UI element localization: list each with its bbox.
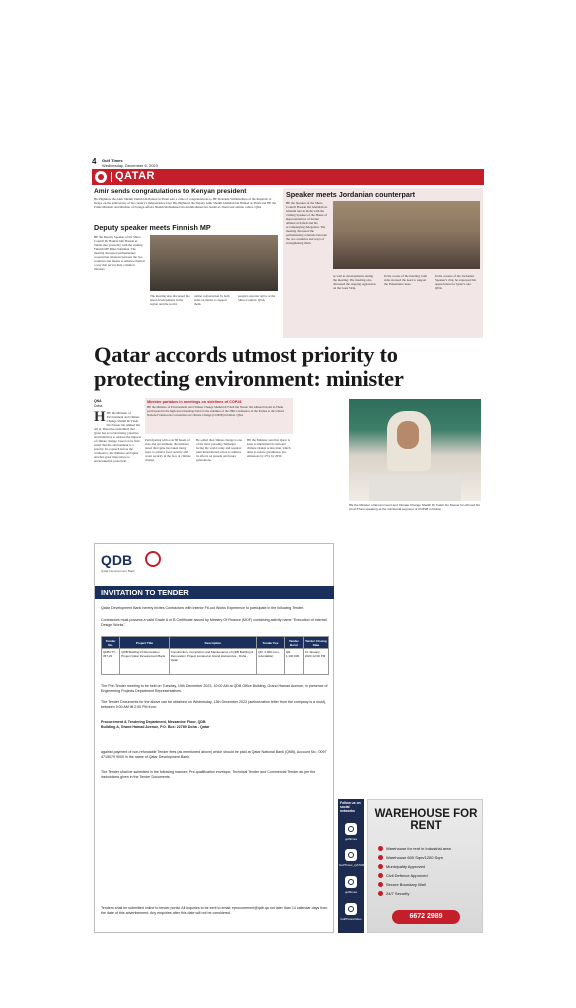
dateline: Doha	[94, 404, 103, 408]
jordan-meeting-photo	[333, 201, 480, 269]
finnish-story	[94, 223, 279, 306]
amir-headline: Amir sends congratulations to Kenyan president	[94, 188, 247, 195]
table-header: Tender No.	[102, 637, 120, 649]
youtube-icon[interactable]	[345, 903, 357, 915]
minister-photo	[349, 399, 481, 501]
table-row	[102, 649, 329, 675]
jordan-col-3: In the course of the meeting, both sides stressed the need to support the Palestinian cause.	[384, 274, 427, 286]
bullet-icon	[378, 882, 383, 887]
jordan-headline: Speaker meets Jordanian counterpart	[286, 190, 416, 199]
table-cell: QR. 1,100,000	[284, 649, 303, 675]
instagram-handle[interactable]: gulftimes	[344, 890, 357, 894]
jordan-col-1: HE the Speaker of the Shura Council Hassan bin Abdullah al-Ghanim met in Doha with the visiting Speaker of the House of Representatives of Jordan Ahmed al-Safadi and his accompanying delegation. The meeting discussed the parliamentary relations between the two countries and ways of strengthening them.	[286, 201, 328, 245]
table-header: Tender Bond	[284, 637, 303, 649]
qdb-logo-sub: Qatar Development Bank	[101, 569, 135, 573]
paper-name: Gulf Times	[102, 158, 123, 163]
tender-submission: The Tender shall be submitted in the following manner: Pre-qualification envelope, Technical Tender and Commercial Tender as per the instructions given in the Tender Documents.	[101, 770, 316, 779]
bullet-icon	[378, 846, 383, 851]
section-bar	[92, 169, 484, 185]
page-number: 4	[92, 157, 97, 166]
table-cell: QDB-ITT-057-23	[102, 649, 120, 675]
amir-story	[94, 188, 279, 209]
warehouse-title: WAREHOUSE FOR RENT	[374, 808, 478, 832]
sidebox-body: HE the Minister of Environment and Climate Change Sheikh Dr Faleh bin Nasser bin Ahmed bin Ali al-Thani participated in the high-level meetings held on the sidelines of the 28th Conference of the Parties to the United Nations Framework Convention on Climate Change (COP28) in Dubai. QNA	[147, 405, 284, 417]
qdb-logo-mark-icon	[145, 551, 161, 567]
section-divider	[111, 172, 112, 182]
instagram-icon[interactable]	[345, 876, 357, 888]
bullet-icon	[378, 891, 383, 896]
main-col-1: HHE the Minister of Environment and Climate Change Sheikh Dr Faleh bin Nasser bin Ahmed bin Ali al-Thani has underlined that Qatar has accorded many priorities and initiatives to address the impacts of climate change, based on its firm belief that the environment is a priority. In a speech before the conference, the minister said Qatar attaches great importance to environmental protection.	[94, 409, 142, 463]
tender-closing: Tenders shall be submitted online to tender portal. All inquiries to be sent to email: eprocurement@qdb.qa not later than 14 calendar days from the date of this advertisement. Any enquiries after this date will not be considered.	[101, 906, 328, 915]
x-icon[interactable]	[345, 849, 357, 861]
table-header: Tender Fee	[257, 637, 285, 649]
table-cell: QR. 4,000 (non-refundable)	[257, 649, 285, 675]
table-cell: QDB Building Fit Renovation Project Qatar Development Bank	[120, 649, 169, 675]
main-col-4: HE the Minister said that Qatar is keen to implement its national climate change action plan, which aims to reduce greenhouse gas emissions by 25% by 2030.	[247, 438, 291, 458]
finnish-col-2: online conversation by both sides on means to support them.	[194, 294, 230, 306]
jordan-col-4: In the context of the Jordanian Speaker's visit, he expressed his appreciation for Qatar's role. QNA	[435, 274, 476, 290]
table-cell: 10 January 2024 12:00 PM	[303, 649, 328, 675]
tender-payment: against payment of non-refundable Tender fees (as mentioned above) which should be paid at Qatar National Bank (QNB), Account No.: 0097 4715079 9000 in the name of Qatar Development Bank.	[101, 750, 327, 759]
warehouse-ad	[367, 799, 483, 933]
table-header: Description	[169, 637, 256, 649]
table-header: Project Title	[120, 637, 169, 649]
tender-address: Procurement & Tendering Department, Mezzanine Floor, QDB Building A, Grand Hamad Avenue, P.O. Box: 22789 Doha - Qatar	[101, 720, 210, 729]
table-header: Tender Closing Date	[305, 638, 327, 647]
masthead	[92, 155, 484, 169]
finnish-col-1: The meeting also discussed the latest developments in the region and the world.	[150, 294, 190, 306]
bullet-icon	[378, 873, 383, 878]
list-item: Warehouse 600 Sqm/1200 Sqm	[378, 853, 451, 862]
newspaper-page	[92, 155, 484, 935]
main-col-2: Participating with over 80 heads of state and government, the minister noted that Qatar has taken many steps to achieve food security and water security in the face of climate change.	[145, 438, 191, 462]
main-headline: Qatar accords utmost priority to protecting environment: minister	[94, 342, 404, 391]
finnish-headline: Deputy speaker meets Finnish MP	[94, 223, 211, 232]
qdb-tender-ad	[94, 543, 334, 933]
issue-date: Wednesday, December 6, 2023	[102, 163, 158, 168]
gulf-times-logo-icon	[95, 171, 107, 183]
tender-intro: Qatar Development Bank hereby invites Contractors with Interior Fit-out Works Experience to participate in the following Tender.	[101, 606, 305, 610]
facebook-icon[interactable]	[345, 823, 357, 835]
table-cell: Construction, Completion and Maintenance of QDB Building & Renovation Project Located at Grand Hamad Ave., Doha - Qatar	[169, 649, 256, 675]
tender-docs: The Tender Documents for the above can be obtained on Wednesday, 13th December 2023 (authorization letter from the company is a must), between 9:00 AM till 2:00 PM from:	[101, 700, 327, 709]
x-handle[interactable]: GulfTimes_QATAR	[339, 863, 365, 867]
facebook-handle[interactable]: gulftimes	[344, 837, 357, 841]
section-label: QATAR	[115, 170, 155, 182]
list-item: Municipality Approved	[378, 862, 451, 871]
list-item: Secure Boundary Wall	[378, 880, 451, 889]
tender-table	[101, 636, 329, 675]
youtube-handle[interactable]: GulfTimesVideo	[340, 917, 362, 921]
finnish-meeting-photo	[150, 235, 278, 291]
jordan-col-2: as well as developments during the meeting. The meeting also discussed the ongoing aggression on the Gaza Strip.	[333, 274, 376, 290]
jordan-story	[283, 188, 483, 338]
cop28-sidebox	[145, 398, 293, 434]
tender-intro-2: Contractors must possess a valid Grade A or B Certificate issued by Ministry Of Finance (MOF) containing activity name "Execution of Internal Design Works".	[101, 618, 327, 627]
tender-pre-bid: The Pre-Tender meeting to be held on Tuesday, 19th December 2023, 10:00 AM at QDB Office Building, Grand Hamad Avenue, in presence of Engineering Projects Department Representatives.	[101, 684, 328, 693]
sidebox-headline: Minister partakes in meetings on sidelines of COP28	[147, 400, 242, 404]
minister-caption: HE the Minister of Environment and Climate Change Sheikh Dr Faleh bin Nasser bin Ahmed bin Ali al-Thani speaking at the ministerial segment of COP28 in Dubai.	[349, 503, 481, 511]
bullet-icon	[378, 855, 383, 860]
bullet-icon	[378, 864, 383, 869]
finnish-col-3: people's reporter arrive at the Shura Council. QNA	[238, 294, 276, 302]
amir-body: His Highness the Amir Sheikh Tamim bin Hamad al-Thani sent a cable of congratulations to HE President William Ruto of the Republic of Kenya on the anniversary of his country's Independence Day. His Highness the Deputy Amir Sheikh Abdullah bin Hamad al-Thani and HE the Prime Minister and Minister of Foreign Affairs Sheikh Mohammed bin Abdulrahman bin Jassim al-Thani sent similar cables. QNA	[94, 197, 277, 209]
main-col-3: He added that climate change is one of the most pressing challenges facing the world today and requires joint international action to address its effects on present and future generations.	[196, 438, 243, 462]
tender-banner: INVITATION TO TENDER	[95, 586, 334, 599]
social-header: Follow us on social networks	[340, 801, 361, 813]
warehouse-phone[interactable]: 6672 2989	[392, 910, 460, 924]
list-item: 24/7 Security	[378, 889, 451, 898]
finnish-lead: HE the Deputy Speaker of the Shura Council Dr Hamda bint Hassan al-Sulaiti met yesterday with the visiting Finnish MP Mika Salminen. The meeting discussed parliamentary cooperation relations between the two countries and means to enhance them in a way that serves their common interests.	[94, 235, 145, 271]
warehouse-features	[378, 844, 451, 898]
byline: QNA	[94, 399, 102, 403]
qdb-logo: QDB	[101, 552, 133, 568]
social-column	[338, 799, 364, 933]
list-item: Warehouse for rent in Industrial area	[378, 844, 451, 853]
list-item: Civil Defence Approved	[378, 871, 451, 880]
